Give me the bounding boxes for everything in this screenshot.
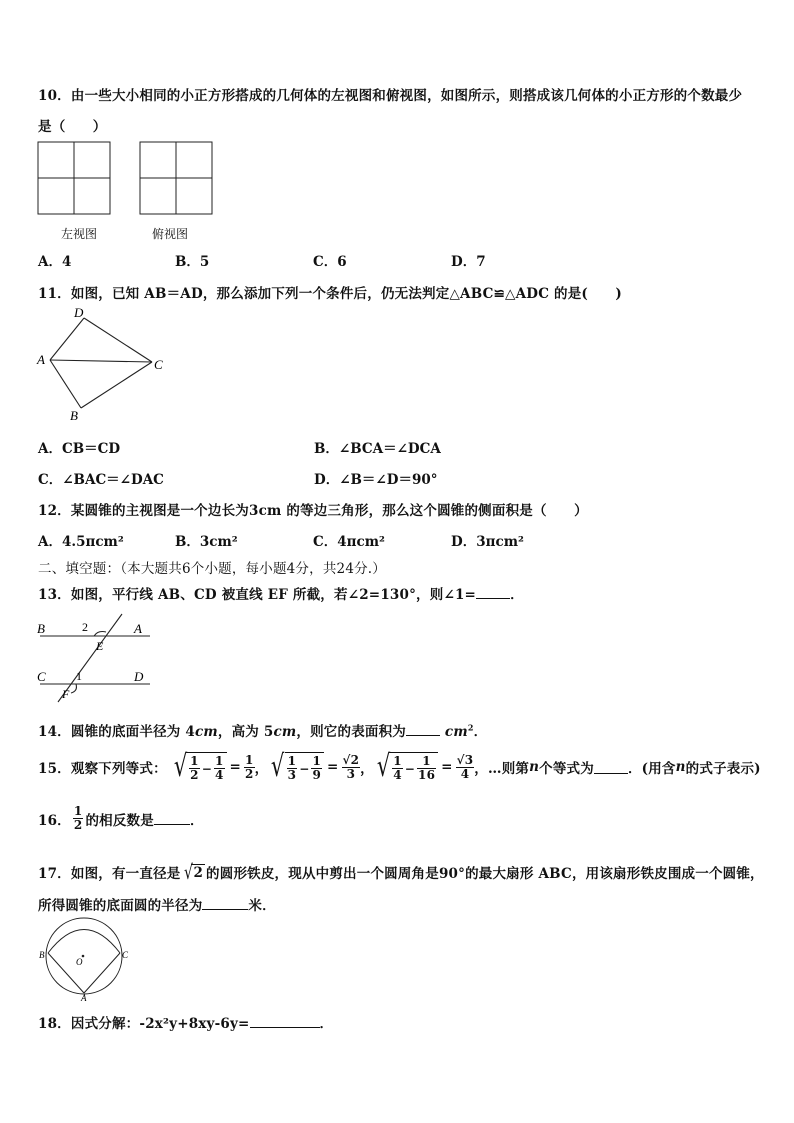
q13-answer-blank [476,586,510,599]
angle-1-arc [71,684,76,693]
segment-ad [50,318,84,360]
left-view-caption: 左视图 [61,227,98,241]
label-angle-1: 1 [76,669,82,683]
label-o: O [76,957,83,967]
label-f: F [62,687,70,701]
q10-text-cont: 是（ ） [38,119,107,135]
segment-cb [81,362,152,408]
q15-radical-1: √ $\frac{1}{2}$ − $\frac{1}{4}$ [171,752,227,782]
q10-option-a: A．4 [38,254,72,270]
q16-answer-blank [154,812,190,825]
segment-dc [84,318,152,362]
label-a: A [134,621,142,636]
label-b: B [70,408,78,423]
q17-circle-sector-figure [36,916,132,1002]
q10-text: 10．由一些大小相同的小正方形搭成的几何体的左视图和俯视图，如图所示，则搭成该几何体的小正方形的个数最少 [38,88,743,104]
q12-option-d: D．3πcm² [451,534,524,550]
label-b: B [37,621,45,636]
q13-text: 13．如图，平行线 AB、CD 被直线 EF 所截，若∠2=130°，则∠1= ． [38,587,524,603]
sector-arc [48,930,120,954]
label-c: C [37,669,46,684]
q11-text: 11．如图，已知 AB＝AD，那么添加下列一个条件后，仍无法判定△ABC≌△ADC 的是( ) [38,286,623,302]
q15-answer-blank [594,761,628,774]
q12-text: 12．某圆锥的主视图是一个边长为3cm 的等边三角形，那么这个圆锥的侧面积是（ ） [38,503,588,519]
q15-radical-3: √ $\frac{1}{4}$ − $\frac{1}{16}$ [374,752,438,782]
label-d: D [134,669,144,684]
q18-answer-blank [250,1015,320,1028]
section-fill-in-blank-header: 二、填空题：（本大题共6个小题，每小题4分，共24分.） [38,561,386,577]
top-view-caption: 俯视图 [152,227,189,241]
q15-text: 15．观察下列等式： √ $\frac{1}{2}$ − $\frac{1}{4}$ = $\frac{1}{2}$ ， √ $\frac{1}{3}$ − $\frac{1}{9}$ = $\frac{√2}{3}$ ， √ $\frac{1}{4}$ − $\frac{1}{16}$ = $\frac{√3}{4}$ ，…则第 n 个等式为 ．(用含 n 的式子表示) [38,749,761,784]
q17-text-cont: 所得圆锥的底面圆的半径为 米． [38,898,276,914]
q10-views-figure [36,140,226,218]
q14-text: 14．圆锥的底面半径为 4cm，高为 5cm，则它的表面积为 $cm^2$． [38,722,488,740]
label-c: C [154,357,163,372]
segment-ba [50,360,81,408]
q11-option-d: D．∠B＝∠D＝90° [314,472,438,488]
q13-parallel-lines-figure [34,612,154,704]
q10-option-d: D．7 [451,254,486,270]
left-view-grid [38,142,110,214]
label-angle-2: 2 [82,620,88,634]
q17-answer-blank [202,897,248,910]
label-a: A [37,352,45,367]
segment-ac [50,360,152,362]
q11-option-b: B．∠BCA＝∠DCA [314,441,441,457]
angle-2-arc [94,632,106,637]
label-b: B [39,950,45,960]
q18-text: 18．因式分解：-2x²y+8xy-6y= ． [38,1016,334,1032]
label-a: A [81,993,87,1002]
q12-option-b: B．3cm² [175,534,238,550]
label-e: E [96,639,104,653]
top-view-grid [140,142,212,214]
q11-kite-figure [34,304,174,426]
q17-text: 17．如图，有一直径是 √ 2 的圆形铁皮，现从中剪出一个圆周角是90°的最大扇形 ABC，用该扇形铁皮围成一个圆锥， [38,860,764,884]
q10-option-c: C．6 [313,254,347,270]
q12-option-c: C．4πcm² [313,534,385,550]
q10-option-b: B．5 [175,254,210,270]
label-d: D [74,305,84,320]
q11-option-a: A．CB＝CD [38,441,121,457]
q15-radical-2: √ $\frac{1}{3}$ − $\frac{1}{9}$ [268,752,324,782]
q16-text: 16． $\frac{1}{2}$ 的相反数是 ． [38,804,204,832]
label-c: C [122,950,129,960]
q12-option-a: A．4.5πcm² [38,534,124,550]
q14-answer-blank [406,723,440,736]
q11-option-c: C．∠BAC＝∠DAC [38,472,164,488]
segment-ca [84,953,120,993]
